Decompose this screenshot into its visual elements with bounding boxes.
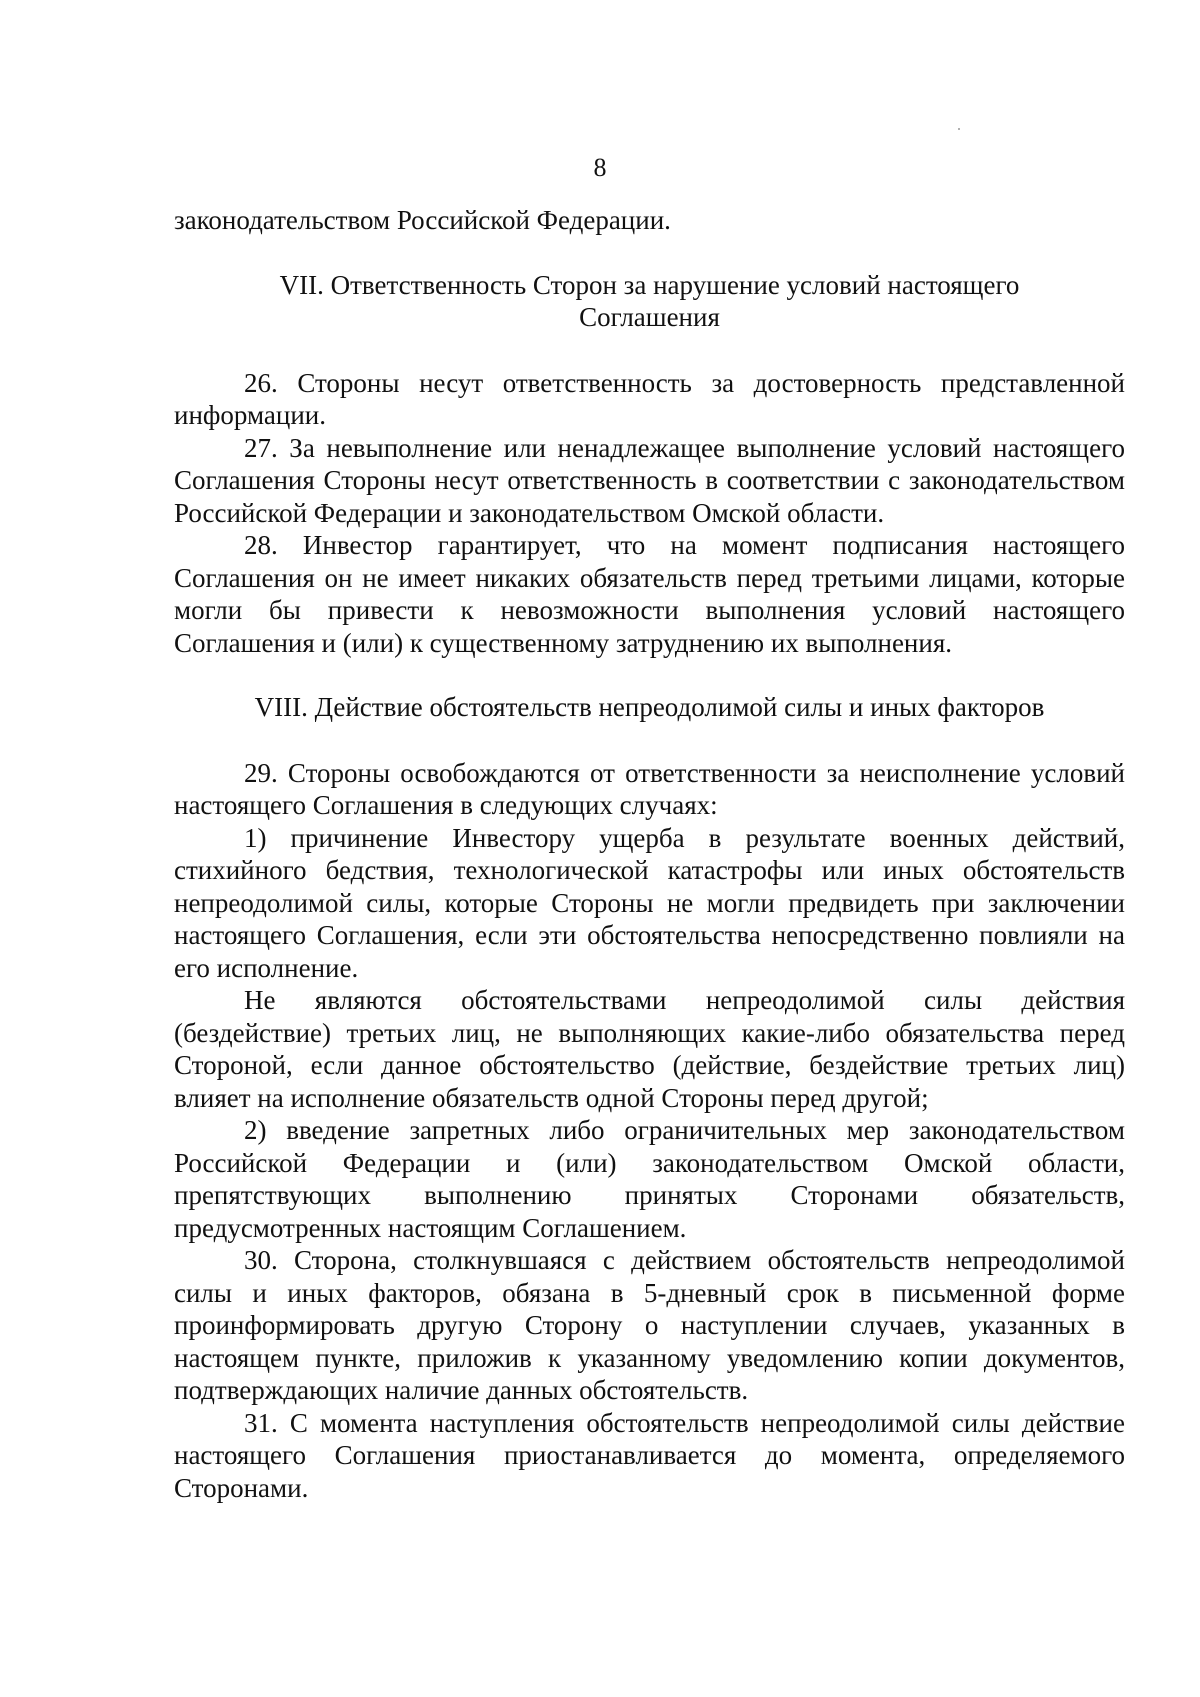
paragraph-29-item-2: 2) введение запретных либо ограничительных мер законодательством Российской Федерации и (или) законодательством Омской области, препятствующих выполнению принятых Сторонами обязательств, предусмотренных настоящим Соглашением. xyxy=(174,1115,1125,1243)
paragraph-26: 26. Стороны несут ответственность за достоверность представленной информации. xyxy=(174,367,1125,430)
paragraph-31: 31. С момента наступления обстоятельств непреодолимой силы действие настоящего Соглашения приостанавливается до момента, определяемого Сторонами. xyxy=(174,1407,1125,1503)
scan-speck xyxy=(958,128,960,130)
paragraph-29: 29. Стороны освобождаются от ответственности за неисполнение условий настоящего Соглашения в следующих случаях: xyxy=(174,757,1125,820)
paragraph-30: 30. Сторона, столкнувшаяся с действием обстоятельств непреодолимой силы и иных факторов, обязана в 5-дневный срок в письменной форме проинформировать другую Сторону о наступлении случаев, указанных в настоящем пункте, приложив к указанному уведомлению копии документов, подтверждающих наличие данных обстоятельств. xyxy=(174,1245,1125,1405)
paragraph-continuation: законодательством Российской Федерации. xyxy=(174,205,671,235)
paragraph-27: 27. За невыполнение или ненадлежащее выполнение условий настоящего Соглашения Стороны несут ответственность в соответствии с законодательством Российской Федерации и законодательством Омской области. xyxy=(174,432,1125,528)
section-heading-8: VIII. Действие обстоятельств непреодолимой силы и иных факторов xyxy=(254,692,1045,722)
paragraph-28: 28. Инвестор гарантирует, что на момент подписания настоящего Соглашения он не имеет никаких обязательств перед третьими лицами, которые могли бы привести к невозможности выполнения условий настоящего Соглашения и (или) к существенному затруднению их выполнения. xyxy=(174,530,1125,658)
paragraph-29-note: Не являются обстоятельствами непреодолимой силы действия (бездействие) третьих лиц, не выполняющих какие-либо обязательства перед Стороной, если данное обстоятельство (действие, бездействие третьих лиц) влияет на исполнение обязательств одной Стороны перед другой; xyxy=(174,985,1125,1113)
paragraph-29-item-1: 1) причинение Инвестору ущерба в результате военных действий, стихийного бедствия, технологической катастрофы или иных обстоятельств непреодолимой силы, которые Стороны не могли предвидеть при заключении настоящего Соглашения, если эти обстоятельства непосредственно повлияли на его исполнение. xyxy=(174,822,1125,983)
page-number: 8 xyxy=(593,153,607,182)
document-body xyxy=(174,204,1125,1504)
section-heading-7: VII. Ответственность Сторон за нарушение условий настоящего Соглашения xyxy=(279,269,1020,332)
